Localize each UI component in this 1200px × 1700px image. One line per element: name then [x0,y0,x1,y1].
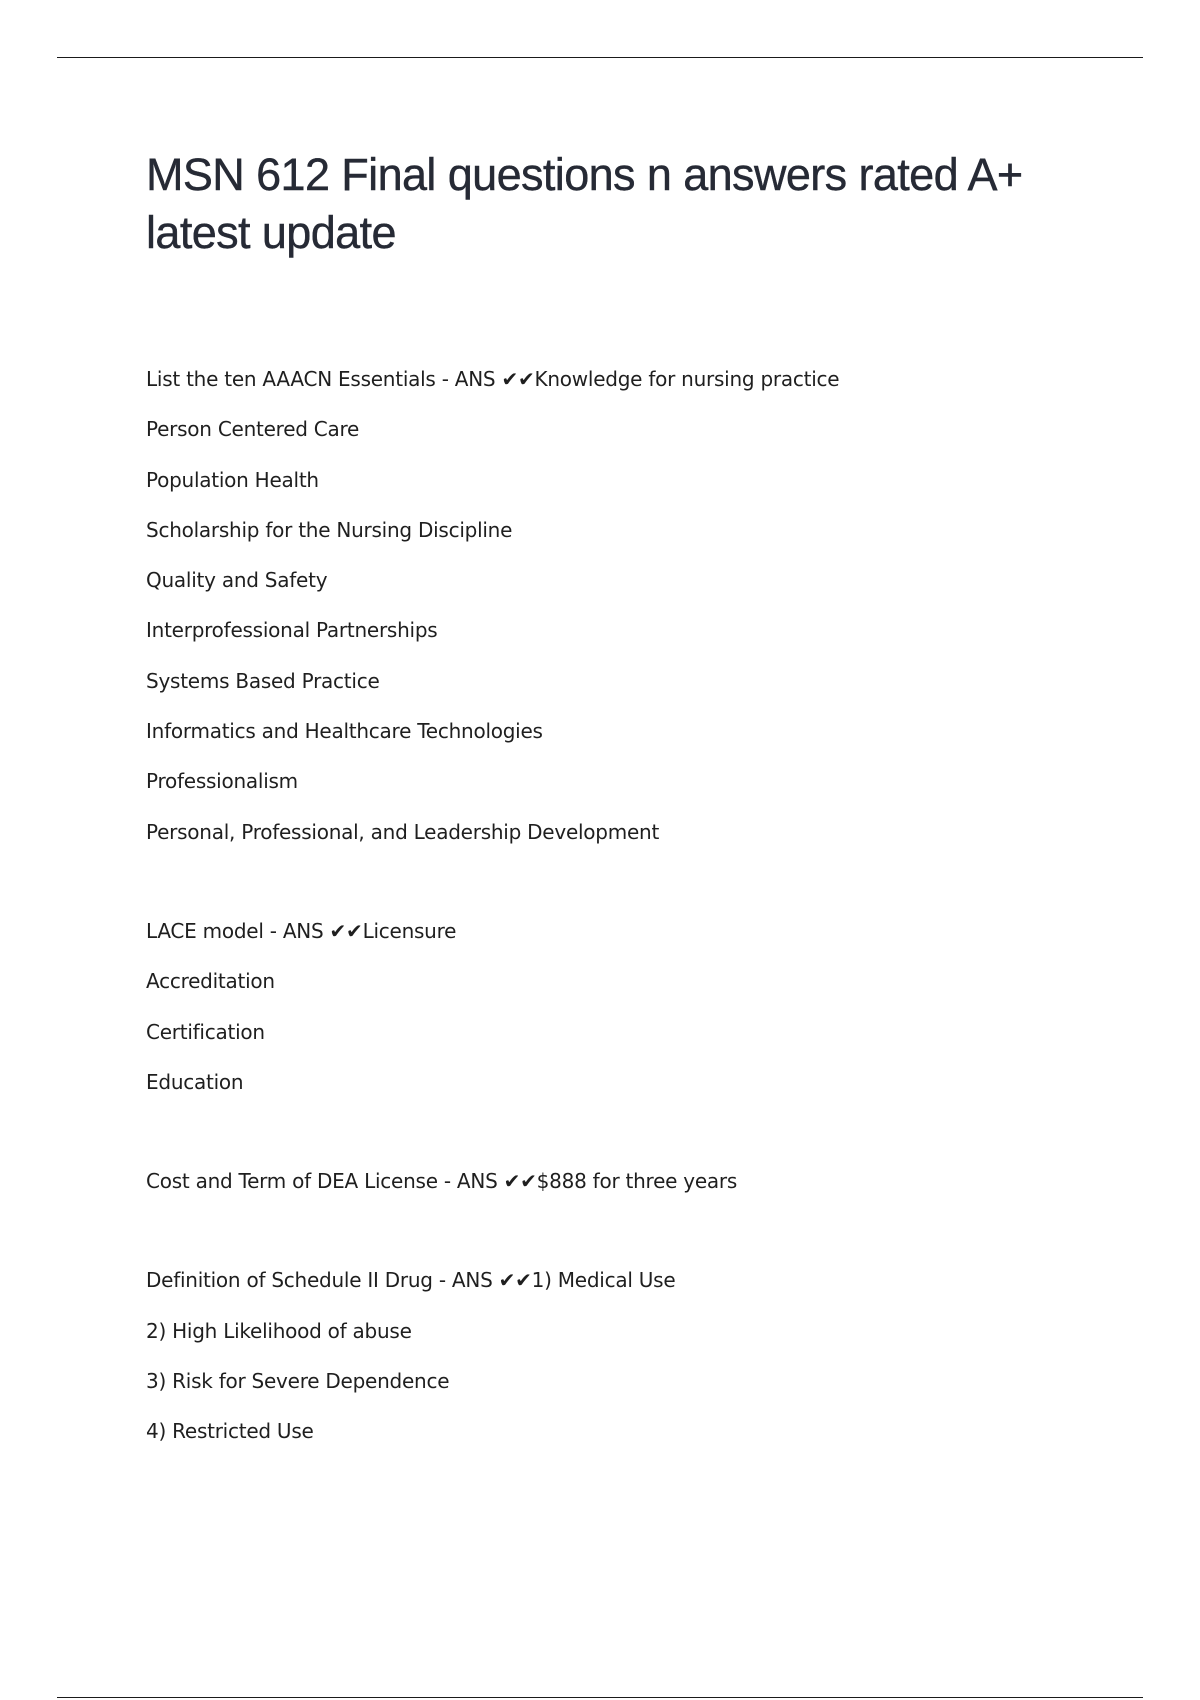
answer-line: 4) Restricted Use [146,1419,314,1444]
question-text: List the ten AAACN Essentials [146,367,436,391]
question-line [146,1255,1096,1305]
qa-block-aaacn-essentials [146,354,1096,857]
answer-line: Person Centered Care [146,417,360,442]
answer-line: Systems Based Practice [146,668,380,693]
answer-separator: - ANS ✔✔ [432,1268,532,1293]
question-line [146,354,1096,404]
answer-line: Interprofessional Partnerships [146,618,438,643]
answer-line: 3) Risk for Severe Dependence [146,1369,450,1394]
answer-text: $888 for three years [536,1169,738,1194]
answer-line: Education [146,1069,244,1094]
question-text: Definition of Schedule II Drug [146,1268,433,1293]
answer-line: Quality and Safety [146,568,328,593]
answer-line: Scholarship for the Nursing Discipline [146,517,513,542]
answer-line: 2) High Likelihood of abuse [146,1318,412,1343]
question-line [146,906,1096,956]
question-line [146,1156,1096,1206]
question-text: LACE model [146,918,264,943]
bottom-rule [57,1697,1143,1698]
answer-line: Professionalism [146,769,298,794]
answer-text: 1) Medical Use [531,1268,676,1293]
answer-line: Certification [146,1019,265,1044]
answer-line: Accreditation [146,969,275,994]
qa-block-dea-license [146,1156,1096,1206]
question-text: Cost and Term of DEA License [146,1169,438,1194]
answer-line: Informatics and Healthcare Technologies [146,719,543,744]
answer-text: Knowledge for nursing practice [534,367,840,391]
answer-separator: - ANS ✔✔ [435,367,535,391]
answer-text: Licensure [362,918,457,943]
answer-line: Personal, Professional, and Leadership Development [146,819,660,844]
qa-content [146,354,1096,1457]
answer-separator: - ANS ✔✔ [263,918,363,943]
qa-block-schedule-ii [146,1255,1096,1456]
qa-block-lace-model [146,906,1096,1107]
answer-line: Population Health [146,467,319,492]
top-rule [57,57,1143,58]
answer-separator: - ANS ✔✔ [437,1169,537,1194]
document-title: MSN 612 Final questions n answers rated A+ latest update [146,149,1023,258]
